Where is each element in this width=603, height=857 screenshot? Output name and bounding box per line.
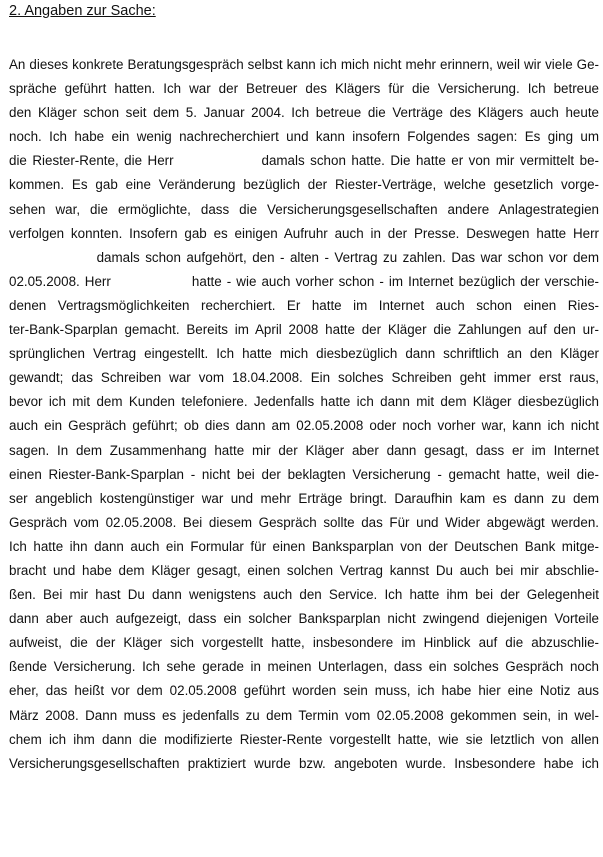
text-line: aufweist, die der Kläger sich vorgestellt hatte, insbesondere im Hinblick auf die abzuschlie- xyxy=(9,635,599,651)
section-heading: 2. Angaben zur Sache: xyxy=(9,3,156,19)
text-line: auch ein Gespräch geführt; ob dies dann am 02.05.2008 oder noch vorher war, kann ich nicht xyxy=(9,418,599,434)
text-line: bevor ich mit dem Kunden telefoniere. Jedenfalls hatte ich dann mit dem Kläger diesbezüglich xyxy=(9,394,599,410)
text-line: ßende Versicherung. Ich sehe gerade in meinen Unterlagen, dass ein solches Gespräch noch xyxy=(9,659,599,675)
text-line: die Riester-Rente, die Herr damals schon hatte. Die hatte er von mir vermittelt be- xyxy=(9,153,599,169)
body-paragraph xyxy=(9,53,599,776)
text-line: ter-Bank-Sparplan gemacht. Bereits im April 2008 hatte der Kläger die Zahlungen auf den ur- xyxy=(9,322,599,338)
text-line: ßen. Bei mir hast Du dann wenigstens auch den Service. Ich hatte ihm bei der Gelegenheit xyxy=(9,587,599,603)
text-line: sprünglichen Vertrag eingestellt. Ich hatte mich diesbezüglich dann schriftlich an den Kläger xyxy=(9,346,599,362)
text-line: spräche geführt hatten. Ich war der Betreuer des Klägers für die Versicherung. Ich betreue xyxy=(9,81,599,97)
text-line: dann aber auch aufgezeigt, dass ein solcher Banksparplan nicht zwingend diejenigen Vorteile xyxy=(9,611,599,627)
text-line: noch. Ich habe ein wenig nachrecherchiert und kann insofern Folgendes sagen: Es ging um xyxy=(9,129,599,145)
text-line: verfolgen konnten. Insofern gab es einigen Aufruhr auch in der Presse. Deswegen hatte Herr xyxy=(9,225,599,241)
text-line: 02.05.2008. Herr hatte - wie auch vorher schon - im Internet bezüglich der verschie- xyxy=(9,273,599,289)
text-line: den Kläger schon seit dem 5. Januar 2004. Ich betreue die Verträge des Klägers auch heute xyxy=(9,105,599,121)
text-line: ser angeblich kostengünstiger war und mehr Erträge bringt. Daraufhin kam es dann zu dem xyxy=(9,490,599,506)
text-line: gewandt; das Schreiben war vom 18.04.2008. Ein solches Schreiben geht immer erst raus, xyxy=(9,370,599,386)
text-line: An dieses konkrete Beratungsgespräch selbst kann ich mich nicht mehr erinnern, weil wir viele Ge- xyxy=(9,57,599,72)
text-line: März 2008. Dann muss es jedenfalls zu dem Termin vom 02.05.2008 gekommen sein, in wel- xyxy=(9,707,599,723)
text-line: denen Vertragsmöglichkeiten recherchiert. Er hatte im Internet auch schon einen Ries- xyxy=(9,297,599,313)
text-line: kommen. Es gab eine Veränderung bezüglich der Riester-Verträge, welche gesetzlich vorge- xyxy=(9,177,599,193)
text-line: Versicherungsgesellschaften praktiziert wurde bzw. angeboten wurde. Insbesondere habe ich xyxy=(9,755,599,771)
text-line: eher, das heißt vor dem 02.05.2008 geführt worden sein muss, ich habe hier eine Notiz aus xyxy=(9,683,599,699)
text-line: Gespräch vom 02.05.2008. Bei diesem Gespräch sollte das Für und Wider abgewägt werden. xyxy=(9,514,599,530)
text-line: Ich hatte ihn dann auch ein Formular für einen Banksparplan von der Deutschen Bank mitge- xyxy=(9,538,599,554)
text-line: chem ich ihm dann die modifizierte Riester-Rente vorgestellt hatte, wie sie letztlich von allen xyxy=(9,731,599,747)
text-line: sehen war, die ermöglichte, dass die Versicherungsgesellschaften andere Anlagestrategien xyxy=(9,201,599,217)
text-line: einen Riester-Bank-Sparplan - nicht bei der beklagten Versicherung - gemacht hatte, weil die- xyxy=(9,466,599,482)
text-line: damals schon aufgehört, den - alten - Vertrag zu zahlen. Das war schon vor dem xyxy=(9,249,599,265)
text-line: bracht und habe dem Kläger gesagt, einen solchen Vertrag kannst Du auch bei mir abschlie- xyxy=(9,562,599,578)
text-line: sagen. In dem Zusammenhang hatte mir der Kläger aber dann gesagt, dass er im Internet xyxy=(9,442,599,458)
